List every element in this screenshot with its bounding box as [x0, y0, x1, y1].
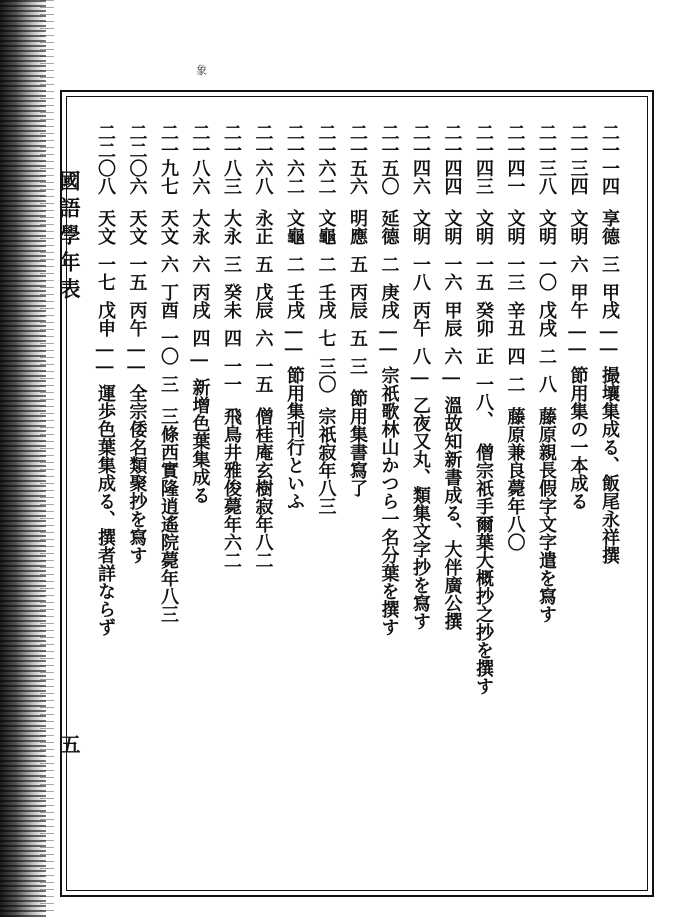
- entry-era-year: 一三: [504, 255, 526, 291]
- chronology-entry: [403, 123, 437, 753]
- entry-zodiac: 壬戌: [284, 283, 305, 319]
- entry-era-year: 六: [158, 255, 179, 273]
- chronology-entry: [340, 123, 374, 753]
- entry-zodiac: 丙辰: [347, 283, 368, 319]
- chronology-entry: [498, 123, 532, 753]
- entry-era: 大永: [221, 209, 242, 245]
- binding-shadow: [40, 0, 54, 917]
- entry-month: |: [126, 347, 148, 354]
- entry-month: 四: [221, 329, 242, 347]
- entry-day: |: [284, 345, 305, 353]
- running-title: 國語學年表: [57, 170, 82, 305]
- entry-year: 二二〇八: [95, 123, 116, 195]
- entry-zodiac: 庚戌: [378, 283, 400, 319]
- entry-era: 天文: [126, 209, 148, 245]
- entry-year: 二一八六: [189, 123, 211, 195]
- entry-event: 運歩色葉集成る、撰者詳ならず: [95, 384, 116, 637]
- entry-zodiac: 戊戌: [536, 301, 557, 337]
- entry-year: 二一四四: [441, 123, 463, 195]
- entry-month: 六: [252, 329, 274, 347]
- entry-event: 乙夜又丸、類集文字抄を寫す: [410, 395, 431, 630]
- entry-year: 二一四六: [410, 123, 431, 195]
- entry-day: 一一: [221, 357, 242, 393]
- entry-month: 二: [536, 347, 557, 365]
- chronology-entry: [529, 123, 563, 753]
- entry-year: 二一一四: [599, 123, 620, 195]
- entry-month: 八: [410, 347, 431, 365]
- entry-event: 藤原親長假字文字遣を寫す: [536, 407, 557, 623]
- entry-event: 撮壤集成る、飯尾永祥撰: [599, 366, 620, 565]
- entry-era-year: 三: [221, 255, 242, 273]
- entry-event: 僧宗祇手爾葉大概抄之抄を撰す: [473, 443, 494, 695]
- entry-era: 大永: [189, 209, 211, 245]
- entry-year: 二一五〇: [378, 123, 400, 195]
- entry-year: 二一三四: [567, 123, 589, 195]
- entry-day: 三: [158, 375, 179, 393]
- entry-era-year: 一七: [95, 255, 116, 291]
- entry-event: 節用集の一本成る: [567, 366, 589, 511]
- chronology-entry: [592, 123, 626, 753]
- entry-month: 五: [347, 329, 368, 347]
- page-number: 五: [57, 734, 81, 754]
- chronology-table: [86, 123, 626, 753]
- entry-era-year: 一五: [473, 255, 494, 291]
- entry-month: 正: [473, 347, 494, 365]
- chronology-entry: [151, 123, 185, 753]
- entry-event: 宗祇歌林山かつら一名分葉を撰す: [378, 366, 400, 637]
- entry-day: |: [378, 345, 400, 353]
- entry-day: |: [567, 345, 589, 353]
- entry-month: 六: [441, 347, 463, 365]
- entry-era-year: 二: [315, 255, 337, 273]
- entry-year: 二二〇六: [126, 123, 148, 195]
- entry-day: 一八、: [473, 375, 494, 429]
- chronology-entry: [372, 123, 406, 753]
- entry-zodiac: 戊辰: [252, 283, 274, 319]
- entry-year: 二一三八: [536, 123, 557, 195]
- chronology-entry: [277, 123, 311, 753]
- chronology-entry: [88, 123, 122, 753]
- entry-month: |: [599, 329, 620, 336]
- entry-month: |: [378, 329, 400, 336]
- entry-zodiac: 癸未: [221, 283, 242, 319]
- chronology-entry: [561, 123, 595, 753]
- entry-event: 僧桂庵玄樹寂年八二: [252, 407, 274, 569]
- entry-day: |: [410, 375, 431, 382]
- entry-era-year: 一〇: [536, 255, 557, 291]
- chronology-entry: [214, 123, 248, 753]
- entry-era: 文明: [410, 209, 431, 245]
- entry-era-year: 二: [378, 255, 400, 273]
- entry-zodiac: 丙午: [410, 301, 431, 337]
- chronology-entry: [120, 123, 154, 753]
- entry-day: |: [189, 357, 211, 364]
- entry-era: 文明: [473, 209, 494, 245]
- entry-year: 二一五六: [347, 123, 368, 195]
- entry-day: |: [599, 345, 620, 353]
- entry-era-year: 一五: [126, 255, 148, 291]
- entry-era: 文明: [441, 209, 463, 245]
- entry-event: 藤原兼良薨年八〇: [504, 407, 526, 551]
- entry-era: 天文: [158, 209, 179, 245]
- entry-year: 二一四一: [504, 123, 526, 195]
- chronology-entry: [309, 123, 343, 753]
- entry-year: 二一九七: [158, 123, 179, 195]
- chronology-entry: [435, 123, 469, 753]
- entry-era-year: 六: [567, 255, 589, 273]
- entry-event: 全宗倭名類聚抄を寫す: [126, 384, 148, 565]
- entry-zodiac: 甲辰: [441, 301, 463, 337]
- entry-era: 文明: [504, 209, 526, 245]
- entry-era-year: 二: [284, 255, 305, 273]
- entry-zodiac: 辛丑: [504, 301, 526, 337]
- entry-era-year: 五: [347, 255, 368, 273]
- entry-year: 二一八三: [221, 123, 242, 195]
- chronology-entry: [183, 123, 217, 753]
- entry-day: 一五: [252, 357, 274, 393]
- entry-era-year: 三: [599, 255, 620, 273]
- entry-day: |: [441, 375, 463, 382]
- entry-event: 節用集刊行といふ: [284, 366, 305, 511]
- entry-event: 溫故知新書成る、大伴廣公撰: [441, 395, 463, 630]
- entry-zodiac: 丁酉: [158, 283, 179, 319]
- entry-month: |: [95, 347, 116, 354]
- entry-era: 延德: [378, 209, 400, 245]
- entry-month: 七: [315, 329, 337, 347]
- entry-zodiac: 甲戌: [599, 283, 620, 319]
- chronology-entry: [466, 123, 500, 753]
- entry-event: 飛鳥井雅俊薨年六二: [221, 407, 242, 569]
- entry-zodiac: 癸卯: [473, 301, 494, 337]
- entry-era: 文龜: [284, 209, 305, 245]
- entry-event: 三條西實隆逍遙院薨年八三: [158, 407, 179, 623]
- entry-day: 八: [536, 375, 557, 393]
- entry-zodiac: 戊申: [95, 301, 116, 337]
- entry-day: 三〇: [315, 357, 337, 393]
- entry-day: 二: [504, 375, 526, 393]
- entry-era: 永正: [252, 209, 274, 245]
- entry-day: |: [126, 363, 148, 371]
- entry-zodiac: 丙午: [126, 301, 148, 337]
- entry-event: 新增色葉集成る: [189, 377, 211, 504]
- entry-year: 二一六二: [284, 123, 305, 195]
- entry-era-year: 一六: [441, 255, 463, 291]
- entry-zodiac: 壬戌: [315, 283, 337, 319]
- entry-year: 二一六八: [252, 123, 274, 195]
- entry-era-year: 六: [189, 255, 211, 273]
- entry-era-year: 一八: [410, 255, 431, 291]
- entry-event: 節用集書寫了: [347, 389, 368, 497]
- entry-month: 四: [189, 329, 211, 347]
- entry-era-year: 五: [252, 255, 274, 273]
- entry-month: 四: [504, 347, 526, 365]
- printer-mark: 象: [196, 64, 207, 77]
- entry-era: 文明: [567, 209, 589, 245]
- entry-era: 享德: [599, 209, 620, 245]
- entry-month: |: [567, 329, 589, 336]
- entry-era: 天文: [95, 209, 116, 245]
- entry-month: 一〇: [158, 329, 179, 365]
- entry-zodiac: 丙戌: [189, 283, 211, 319]
- entry-year: 二一四三: [473, 123, 494, 195]
- entry-day: |: [95, 363, 116, 371]
- entry-event: 宗祇寂年八三: [315, 407, 337, 515]
- entry-era: 文龜: [315, 209, 337, 245]
- entry-day: 三: [347, 357, 368, 375]
- entry-era: 文明: [536, 209, 557, 245]
- chronology-entry: [246, 123, 280, 753]
- entry-era: 明應: [347, 209, 368, 245]
- entry-month: |: [284, 329, 305, 336]
- entry-zodiac: 甲午: [567, 283, 589, 319]
- entry-year: 二一六二: [315, 123, 337, 195]
